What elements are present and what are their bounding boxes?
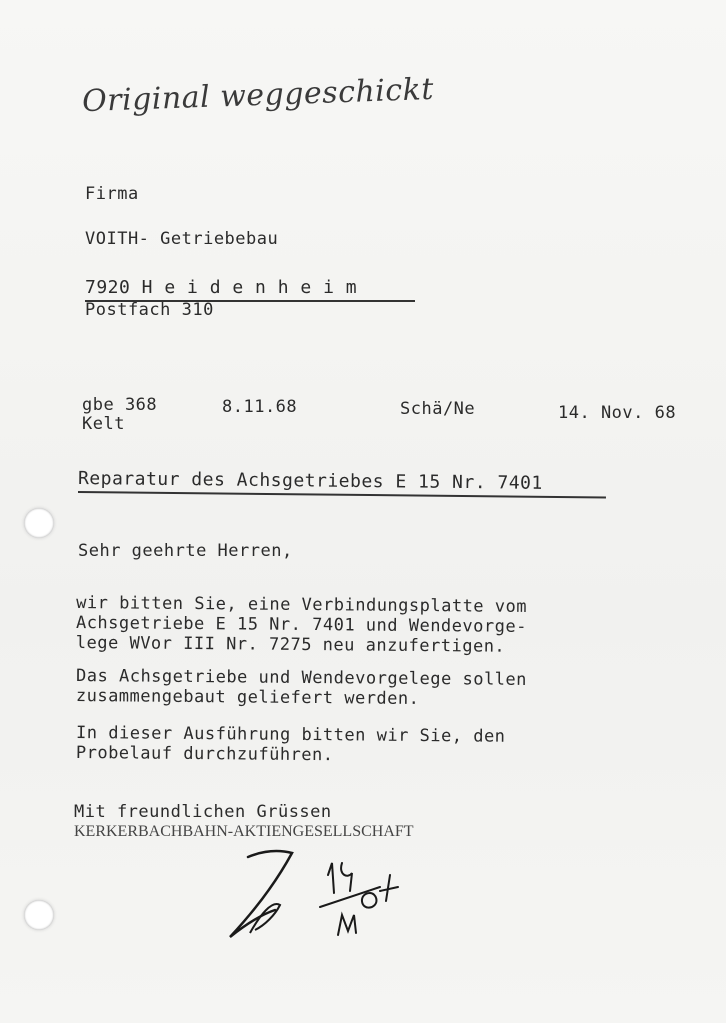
- closing: Mit freundlichen Grüssen: [74, 802, 332, 822]
- body-p3-line-2: Probelauf durchzuführen.: [75, 743, 334, 766]
- your-reference: gbe 368: [82, 395, 158, 415]
- body-paragraph-1: [76, 593, 527, 657]
- body-p1-line-2: Achsgetriebe E 15 Nr. 7401 und Wendevorge-: [75, 613, 527, 637]
- body-p1-line-1: wir bitten Sie, eine Verbindungsplatte vom: [76, 593, 528, 617]
- body-p1-line-3: lege WVor III Nr. 7275 neu anzufertigen.: [75, 632, 506, 657]
- recipient-firma: Firma: [85, 184, 139, 204]
- handwritten-signature: [220, 845, 440, 945]
- company-stamp: KERKERBACHBAHN-AKTIENGESELLSCHAFT: [74, 823, 414, 840]
- body-paragraph-3: [76, 723, 506, 767]
- body-p3-line-1: In dieser Ausführung bitten wir Sie, den: [76, 723, 506, 747]
- your-reference-name: Kelt: [82, 414, 125, 434]
- body-p2-line-1: Das Achsgetriebe und Wendevorgelege sollen: [76, 666, 528, 690]
- recipient-company: VOITH- Getriebebau: [85, 229, 279, 249]
- handwritten-note: Original weggeschickt: [81, 71, 435, 120]
- your-letter-date: 8.11.68: [222, 397, 298, 417]
- recipient-city: 7920 H e i d e n h e i m: [85, 277, 358, 298]
- our-reference: Schä/Ne: [400, 399, 476, 419]
- letter-date: 14. Nov. 68: [558, 403, 677, 423]
- body-p2-line-2: zusammengebaut geliefert werden.: [75, 686, 420, 709]
- punch-hole-bottom: [24, 900, 54, 930]
- salutation: Sehr geehrte Herren,: [78, 541, 293, 561]
- punch-hole-top: [24, 508, 54, 538]
- body-paragraph-2: [76, 666, 527, 710]
- subject-line: Reparatur des Achsgetriebes E 15 Nr. 7401: [77, 468, 543, 494]
- recipient-postbox: Postfach 310: [85, 300, 214, 320]
